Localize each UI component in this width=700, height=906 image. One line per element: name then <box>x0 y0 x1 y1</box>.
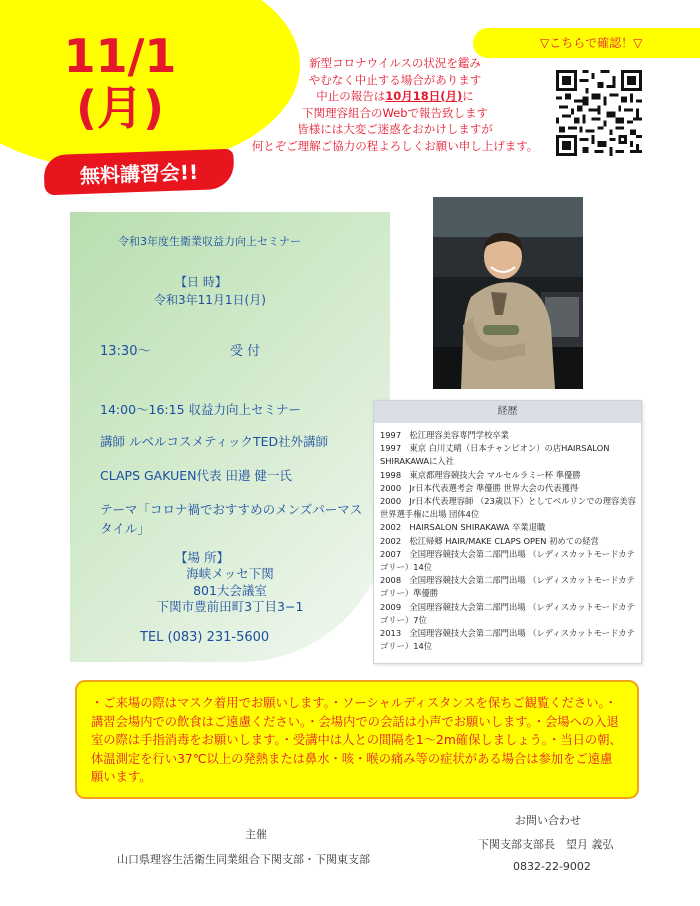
event-date <box>40 30 200 134</box>
career-list <box>380 429 636 653</box>
career-item: 1997 東京 白川丈晴（日本チャンピオン）の店HAIRSALON SHIRAKAWAに入社 <box>380 443 610 467</box>
qr-callout-label: ▽こちらで確認！▽ <box>540 36 643 50</box>
seminar-theme-line: タイル」 <box>100 521 150 536</box>
announce-line: 新型コロナウイルスの状況を鑑み <box>309 56 481 70</box>
career-item: 2013 全国理容競技大会第二部門出場 （レディスカットモードカテゴリー）14位 <box>380 628 635 652</box>
announce-text: に <box>462 89 474 103</box>
career-heading: 経歴 <box>374 401 641 423</box>
event-date-weekday: (月) <box>75 81 165 135</box>
organizer-name: 山口県理容生活衛生同業組合下関支部・下関東支部 <box>117 853 370 866</box>
lecturer-title: 講師 ルベルコスメティックTED社外講師 <box>100 434 329 449</box>
venue-name: 海峡メッセ下関 <box>186 566 274 581</box>
attendee-notice-text: ・ご来場の際はマスク着用でお願いします。・ソーシャルディスタンスを保ちご観覧ください。・講習会場内での飲食はご遠慮ください。・会場内での会話は小声でお願いします。・会場への入退室の際は手指消毒をお願いします。・受講中は人との間隔を1〜2m確保しましょう。・当日の朝、体温測定を行い37℃以上の発熱または鼻水・咳・喉の痛み等の症状がある場合は参加をご遠慮願います。 <box>91 696 622 784</box>
announce-line <box>240 88 550 105</box>
career-item: 1997 松江理容美容専門学校卒業 <box>380 430 509 440</box>
seminar-info-panel <box>70 212 390 662</box>
career-item: 2000 Jr日本代表理容師 （23歳以下）としてベルリンでの理容美容世界選手権に出場 団体4位 <box>380 496 636 520</box>
lecturer-career-box <box>373 400 642 664</box>
datetime-label: 【日 時】 <box>175 275 227 289</box>
career-item: 2002 松江帰郷 HAIR/MAKE CLAPS OPEN 初めての経営 <box>380 535 599 546</box>
announce-line: 何とぞご理解ご協力の程よろしくお願い申し上げます。 <box>251 138 539 153</box>
career-item: 2007 全国理容競技大会第二部門出場 （レディスカットモードカテゴリー）14位 <box>380 548 635 573</box>
session-time: 14:00～16:15 収益力向上セミナー <box>100 402 302 417</box>
organizer-label: 主催 <box>245 828 267 841</box>
reception-label: 受 付 <box>230 344 261 359</box>
seminar-title: 令和3年度生衛業収益力向上セミナー <box>118 235 301 248</box>
career-item: 2000 Jr日本代表選考会 準優勝 世界大会の代表獲得 <box>380 482 579 493</box>
seminar-theme-line: テーマ「コロナ禍でおすすめのメンズパーマス <box>100 502 363 517</box>
seminar-date: 令和3年11月1日(月) <box>154 293 266 307</box>
venue-label: 【場 所】 <box>175 550 229 565</box>
announce-deadline: 10月18日(月) <box>385 89 463 103</box>
announce-text: 中止の報告は <box>316 89 386 103</box>
lecturer-photo <box>433 197 583 389</box>
attendee-notice-box <box>75 680 639 799</box>
venue-details <box>140 566 320 616</box>
reception-time: 13:30～ <box>100 344 151 359</box>
announce-line: やむなく中止する場合があります <box>308 72 482 87</box>
contact-label: お問い合わせ <box>515 814 581 827</box>
free-seminar-badge: 無料講習会!! <box>43 149 234 196</box>
qr-code-icon[interactable] <box>556 70 642 156</box>
career-item: 2008 全国理容競技大会第二部門出場 （レディスカットモードカテゴリー）準優勝 <box>380 575 635 599</box>
announce-line: 下関理容組合のWebで報告致します <box>301 105 489 120</box>
venue-room: 801大会議室 <box>193 582 267 598</box>
career-item: 2009 全国理容競技大会第二部門出場 （レディスカットモードカテゴリー）7位 <box>380 601 635 625</box>
cancellation-announcement <box>240 55 550 154</box>
career-item: 1998 東京都理容競技大会 マルセルラミー杯 準優勝 <box>380 469 581 480</box>
contact-person: 下関支部支部長 望月 義弘 <box>478 838 614 851</box>
announce-line: 皆様には大変ご迷惑をおかけしますが <box>297 122 493 136</box>
venue-phone: TEL (083) 231-5600 <box>140 630 270 645</box>
event-date-day: 11/1 <box>63 29 177 83</box>
lecturer-name: CLAPS GAKUEN代表 田邉 健一氏 <box>100 468 292 483</box>
contact-phone[interactable]: 0832-22-9002 <box>513 860 591 873</box>
career-item: 2002 HAIRSALON SHIRAKAWA 卒業退職 <box>380 522 546 533</box>
venue-address: 下関市豊前田町3丁目3−1 <box>156 599 304 614</box>
seminar-theme <box>100 500 385 538</box>
